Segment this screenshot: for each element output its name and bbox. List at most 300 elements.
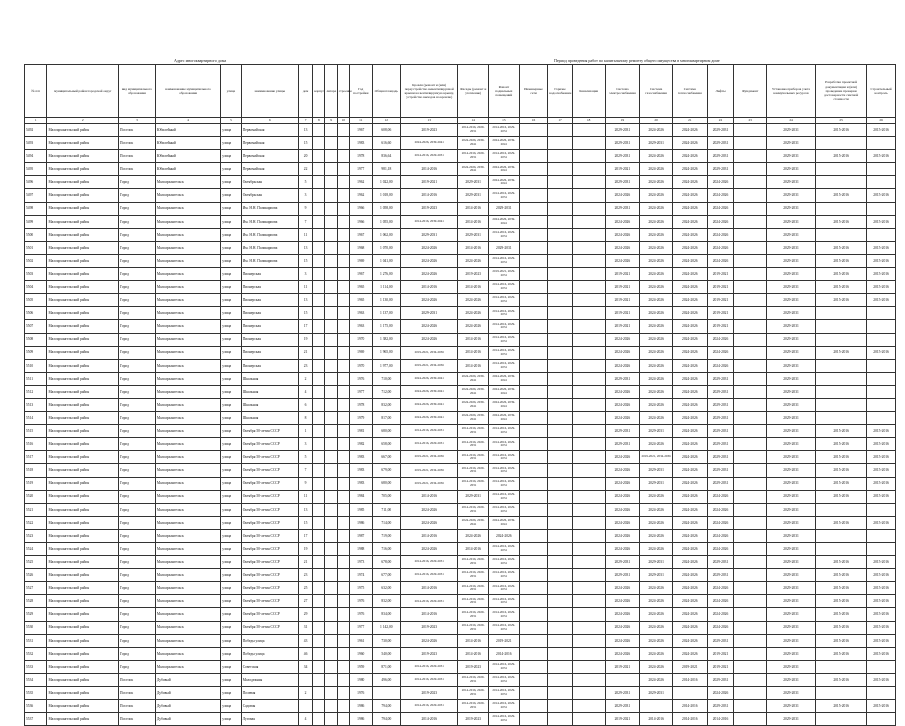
table-cell [734, 490, 767, 503]
table-cell [548, 228, 573, 241]
table-cell [313, 490, 325, 503]
table-cell: 2014-2016, 2029-2031 [489, 477, 520, 490]
table-cell: 711,00 [372, 503, 401, 516]
table-cell: 2029-2031 [766, 228, 815, 241]
table-cell: Малоархангельск [155, 281, 220, 294]
table-cell: 2029-2031 [707, 412, 734, 425]
table-cell: улица [221, 412, 241, 425]
table-cell: 2024-2026 [672, 398, 707, 411]
table-cell: 5498 [25, 202, 47, 215]
table-row [25, 372, 896, 385]
table-cell: Малоархангельск [155, 385, 220, 398]
table-cell [816, 137, 867, 150]
table-cell: Малоархангельск [155, 241, 220, 254]
table-cell [313, 621, 325, 634]
table-cell [313, 398, 325, 411]
table-cell [572, 438, 605, 451]
table-cell: 5500 [25, 228, 47, 241]
table-cell: 2024-2026 [605, 477, 640, 490]
table-cell: улица [221, 398, 241, 411]
table-cell: 540,00 [372, 647, 401, 660]
table-cell [548, 529, 573, 542]
table-cell: 2024-2026 [401, 634, 458, 647]
table-cell: 1961 [350, 634, 372, 647]
table-cell: 25 [298, 582, 312, 595]
table-cell: улица [221, 503, 241, 516]
table-cell: 2024-2026 [672, 438, 707, 451]
table-cell [325, 582, 337, 595]
table-cell: 2014-2016 [672, 713, 707, 726]
table-cell: Им. Н.Н. Поликарпова [241, 228, 298, 241]
table-cell: 2029-2031 [766, 569, 815, 582]
table-cell [734, 307, 767, 320]
table-cell [734, 189, 767, 202]
table-cell: Поселок [119, 687, 156, 700]
column-number: 14 [458, 118, 489, 124]
table-cell: 2024-2026 [605, 451, 640, 464]
table-cell: 2024-2026 [640, 359, 673, 372]
table-cell: Малоархангельский район [47, 176, 119, 189]
table-cell: улица [221, 608, 241, 621]
table-cell: Октября 50-летия СССР [241, 425, 298, 438]
table-cell [325, 490, 337, 503]
column-header: Кровля (ремонт и (или) переустройство невентилируемой крыши на вентилируемую крышу, устройство выходов на кровлю) [401, 65, 458, 118]
table-cell: 2024-2026 [707, 359, 734, 372]
table-row [25, 595, 896, 608]
table-cell [313, 556, 325, 569]
table-cell: 2024-2026 [401, 503, 458, 516]
table-cell: Советская [241, 660, 298, 673]
table-cell: Октября 50-летия СССР [241, 464, 298, 477]
table-cell: 2029-2031 [766, 451, 815, 464]
table-cell: Малоархангельский район [47, 425, 119, 438]
table-cell: 2024-2026 [640, 163, 673, 176]
table-cell: 2024-2026 [605, 228, 640, 241]
capital-repair-table [24, 64, 896, 726]
table-cell [519, 425, 548, 438]
table-cell: 2014-2016 [458, 359, 489, 372]
table-cell: 2024-2026 [458, 294, 489, 307]
table-cell [867, 320, 896, 333]
table-cell: 2015-2016 [816, 124, 867, 137]
table-cell: 2029-2031 [766, 254, 815, 267]
table-cell [734, 254, 767, 267]
table-cell: 2014-2016, 2029-2031 [401, 438, 458, 451]
table-cell: 2015-2016 [816, 647, 867, 660]
table-cell [572, 346, 605, 359]
table-cell: 2024-2026 [672, 503, 707, 516]
table-cell: 679,00 [372, 464, 401, 477]
table-cell: 2015-2016 [867, 569, 896, 582]
table-cell: 2024-2026, 2039-2041 [401, 398, 458, 411]
table-cell [337, 713, 349, 726]
table-cell: 2019-2021, 2034-2036 [401, 451, 458, 464]
table-cell: 2024-2026 [640, 516, 673, 529]
table-cell: 29 [298, 608, 312, 621]
table-cell: 2014-2016, 2029-2031 [458, 556, 489, 569]
table-cell [337, 647, 349, 660]
column-number: 10 [337, 118, 349, 124]
table-row [25, 516, 896, 529]
table-cell: Малоархангельск [155, 490, 220, 503]
table-cell: 2015-2016 [867, 215, 896, 228]
table-cell [572, 215, 605, 228]
table-cell: 2014-2016, 2029-2031 [489, 359, 520, 372]
table-cell: Малоархангельский район [47, 660, 119, 673]
table-cell [325, 163, 337, 176]
table-cell: 20 [298, 150, 312, 163]
column-number: 16 [519, 118, 548, 124]
table-cell: Малоархангельский район [47, 385, 119, 398]
table-cell [548, 660, 573, 673]
table-cell [519, 490, 548, 503]
table-cell [325, 529, 337, 542]
table-cell [325, 451, 337, 464]
table-cell [325, 307, 337, 320]
table-cell: Малоархангельск [155, 529, 220, 542]
column-header: Инженерные сети [519, 65, 548, 118]
table-cell [548, 647, 573, 660]
table-cell: 7 [298, 464, 312, 477]
table-cell: 1985 [350, 503, 372, 516]
table-cell: 5513 [25, 398, 47, 411]
table-cell: Октябрьская [241, 189, 298, 202]
table-cell: 2024-2026 [605, 215, 640, 228]
table-cell: 2024-2026 [707, 333, 734, 346]
table-cell [337, 700, 349, 713]
table-cell [816, 713, 867, 726]
table-cell: 1 041,00 [372, 254, 401, 267]
table-cell: 2015-2016 [867, 608, 896, 621]
table-cell [734, 294, 767, 307]
table-cell: 1970 [350, 359, 372, 372]
table-cell [548, 503, 573, 516]
table-cell: 2024-2026 [707, 254, 734, 267]
table-cell: 2014-2016, 2029-2031 [489, 556, 520, 569]
table-cell [313, 254, 325, 267]
table-cell: 2024-2026 [672, 608, 707, 621]
table-cell: 2024-2026 [672, 294, 707, 307]
table-cell: Им. Н.Н. Поликарпова [241, 241, 298, 254]
column-header: наименование муниципального образования [155, 65, 220, 118]
table-cell: 2015-2016 [867, 254, 896, 267]
table-cell: 2024-2026 [401, 254, 458, 267]
table-cell: Город [119, 346, 156, 359]
table-cell [519, 294, 548, 307]
table-cell [572, 294, 605, 307]
table-cell: 2014-2016 [640, 713, 673, 726]
table-cell [734, 647, 767, 660]
column-header: строение [337, 65, 349, 118]
table-cell: 5534 [25, 673, 47, 686]
table-cell: Малоархангельский район [47, 307, 119, 320]
table-cell: 2014-2016 [489, 647, 520, 660]
table-cell [867, 202, 896, 215]
table-cell: 710,00 [372, 372, 401, 385]
table-cell: 5493 [25, 137, 47, 150]
table-cell: 2015-2016 [867, 346, 896, 359]
table-cell: 2024-2026 [707, 582, 734, 595]
table-cell [313, 163, 325, 176]
table-cell: Поселок [119, 137, 156, 150]
table-cell: 2015-2016 [816, 451, 867, 464]
table-cell [325, 477, 337, 490]
table-cell [548, 543, 573, 556]
table-cell: 2014-2016, 2029-2031 [489, 150, 520, 163]
table-cell: 2024-2026 [640, 333, 673, 346]
table-cell: 2015-2016 [816, 673, 867, 686]
table-cell [519, 595, 548, 608]
table-cell: 2014-2016 [401, 490, 458, 503]
table-cell: Октябрьская [241, 176, 298, 189]
table-cell [519, 307, 548, 320]
table-cell: 2029-2031 [766, 608, 815, 621]
table-cell: Город [119, 543, 156, 556]
table-cell [313, 673, 325, 686]
table-cell [734, 320, 767, 333]
table-cell: 2024-2026 [672, 202, 707, 215]
table-row [25, 254, 896, 267]
table-row [25, 412, 896, 425]
table-cell: 1987 [350, 529, 372, 542]
table-cell: 2 [298, 687, 312, 700]
table-cell [867, 163, 896, 176]
table-cell: 5512 [25, 385, 47, 398]
table-cell: 2029-2031 [766, 333, 815, 346]
table-cell: 11 [298, 228, 312, 241]
table-cell: 2029-2031 [605, 124, 640, 137]
table-cell [325, 516, 337, 529]
table-cell [867, 398, 896, 411]
table-cell: 2029-2031 [766, 163, 815, 176]
table-cell [572, 647, 605, 660]
table-cell: 1962 [350, 176, 372, 189]
table-cell: Малоархангельский район [47, 516, 119, 529]
table-cell [734, 333, 767, 346]
table-cell: 1 382,00 [372, 333, 401, 346]
table-cell: 23 [298, 359, 312, 372]
table-cell: 2015-2016 [816, 268, 867, 281]
table-cell: 5533 [25, 660, 47, 673]
table-cell: 2024-2026 [401, 268, 458, 281]
table-cell: 2019-2023 [458, 713, 489, 726]
table-cell: 2029-2031 [766, 150, 815, 163]
table-cell [816, 398, 867, 411]
table-cell: 1 022,00 [372, 176, 401, 189]
table-cell: Город [119, 425, 156, 438]
table-cell: 2015-2016 [816, 569, 867, 582]
table-cell: 2024-2026 [672, 412, 707, 425]
table-cell: 2024-2026 [707, 516, 734, 529]
table-cell: 2024-2026 [640, 228, 673, 241]
table-cell [548, 464, 573, 477]
table-cell: 2024-2026 [605, 634, 640, 647]
table-cell [572, 268, 605, 281]
table-cell: Малоархангельск [155, 621, 220, 634]
table-cell [734, 451, 767, 464]
table-cell: 2024-2026 [401, 320, 458, 333]
table-cell [337, 438, 349, 451]
table-cell [572, 254, 605, 267]
table-cell: Город [119, 254, 156, 267]
table-cell: 2024-2026 [605, 189, 640, 202]
table-cell: 13 [298, 124, 312, 137]
table-cell [325, 189, 337, 202]
table-cell: Малоархангельск [155, 425, 220, 438]
table-cell: 5514 [25, 412, 47, 425]
table-cell: Город [119, 451, 156, 464]
table-cell: улица [221, 241, 241, 254]
table-cell [313, 241, 325, 254]
table-cell: 2024-2026 [640, 608, 673, 621]
table-cell: 1970 [350, 333, 372, 346]
table-cell: улица [221, 713, 241, 726]
table-cell: 2015-2016 [867, 673, 896, 686]
table-cell: 2029-2031 [640, 569, 673, 582]
table-cell: Октября 50-летия СССР [241, 543, 298, 556]
table-cell: улица [221, 202, 241, 215]
table-cell [734, 124, 767, 137]
table-cell: Малоархангельск [155, 189, 220, 202]
table-cell: 2015-2016 [816, 621, 867, 634]
table-cell [325, 202, 337, 215]
table-row [25, 647, 896, 660]
table-cell [548, 372, 573, 385]
table-cell: 5535 [25, 687, 47, 700]
table-cell [548, 700, 573, 713]
table-cell: Малоархангельский район [47, 438, 119, 451]
table-cell [548, 634, 573, 647]
table-cell [337, 294, 349, 307]
table-cell: 5502 [25, 254, 47, 267]
table-cell: 2024-2026, 2039-2041 [489, 163, 520, 176]
table-cell [519, 346, 548, 359]
column-number: 22 [707, 118, 734, 124]
table-cell: 5527 [25, 582, 47, 595]
table-cell [572, 307, 605, 320]
table-cell [734, 137, 767, 150]
table-cell: 2014-2016 [458, 241, 489, 254]
table-cell: 2019-2021 [605, 320, 640, 333]
table-cell [548, 673, 573, 686]
table-cell [325, 228, 337, 241]
table-cell [734, 176, 767, 189]
table-cell: 2029-2031 [707, 477, 734, 490]
table-cell: 4 [298, 385, 312, 398]
table-cell: 2029-2031 [605, 569, 640, 582]
table-cell [337, 189, 349, 202]
table-cell: Малоархангельский район [47, 451, 119, 464]
table-cell: 2029-2031 [605, 556, 640, 569]
table-cell: 2014-2016, 2029-2031 [489, 281, 520, 294]
table-cell [313, 438, 325, 451]
table-cell: Город [119, 464, 156, 477]
table-cell: 2024-2026 [707, 346, 734, 359]
table-cell: 2019-2023 [458, 660, 489, 673]
table-cell: улица [221, 150, 241, 163]
table-cell: 17 [298, 320, 312, 333]
column-number: 24 [766, 118, 815, 124]
table-cell [337, 228, 349, 241]
table-cell: улица [221, 595, 241, 608]
table-cell [337, 163, 349, 176]
table-cell [313, 529, 325, 542]
table-cell: 2024-2026 [605, 582, 640, 595]
table-cell: 2024-2026 [401, 516, 458, 529]
table-cell: 1960 [350, 647, 372, 660]
table-row [25, 713, 896, 726]
table-cell [337, 202, 349, 215]
table-cell [572, 595, 605, 608]
table-cell: Малоархангельский район [47, 333, 119, 346]
table-cell: Город [119, 268, 156, 281]
table-cell [548, 307, 573, 320]
table-cell: улица [221, 254, 241, 267]
table-cell: 2029-2031 [640, 556, 673, 569]
table-cell [337, 529, 349, 542]
table-cell [605, 673, 640, 686]
table-cell [337, 608, 349, 621]
table-cell: Малоархангельск [155, 647, 220, 660]
table-cell: 2029-2031 [766, 124, 815, 137]
table-cell: 2024-2026 [640, 438, 673, 451]
table-cell: 2024-2026 [672, 176, 707, 189]
table-cell: Малоархангельский район [47, 464, 119, 477]
table-cell: 1974 [350, 569, 372, 582]
table-row [25, 241, 896, 254]
table-cell: 2024-2026 [640, 372, 673, 385]
table-cell [298, 700, 312, 713]
table-cell: 2024-2026 [672, 307, 707, 320]
table-cell: Малоархангельский район [47, 713, 119, 726]
table-cell: 2014-2016, 2029-2031 [489, 700, 520, 713]
table-cell [519, 621, 548, 634]
table-row [25, 490, 896, 503]
table-cell [325, 621, 337, 634]
table-cell: 2019-2021 [605, 163, 640, 176]
table-cell [337, 543, 349, 556]
table-cell: 2024-2026 [707, 529, 734, 542]
table-cell: 2014-2016, 2029-2031 [489, 543, 520, 556]
table-cell [572, 163, 605, 176]
table-row [25, 163, 896, 176]
table-cell [337, 215, 349, 228]
table-cell: Малоархангельский район [47, 241, 119, 254]
column-header: Год постройки [350, 65, 372, 118]
table-cell: 2024-2026 [672, 124, 707, 137]
table-cell: 2029-2031 [766, 582, 815, 595]
table-cell [572, 385, 605, 398]
table-cell [337, 412, 349, 425]
table-cell: 1975 [350, 582, 372, 595]
table-cell: 794,00 [372, 700, 401, 713]
table-cell: 1 130,00 [372, 294, 401, 307]
column-header: дом [298, 65, 312, 118]
table-cell: 2029-2031 [605, 202, 640, 215]
table-cell [519, 582, 548, 595]
table-cell: 1 058,00 [372, 202, 401, 215]
table-cell: 2024-2026 [605, 398, 640, 411]
table-cell: 2015-2016 [867, 647, 896, 660]
table-cell [572, 477, 605, 490]
table-cell [337, 556, 349, 569]
table-cell: 2024-2026 [672, 320, 707, 333]
table-cell [337, 425, 349, 438]
table-cell [572, 124, 605, 137]
table-cell: 2024-2026 [605, 385, 640, 398]
table-cell [337, 464, 349, 477]
table-cell: 1983 [350, 477, 372, 490]
